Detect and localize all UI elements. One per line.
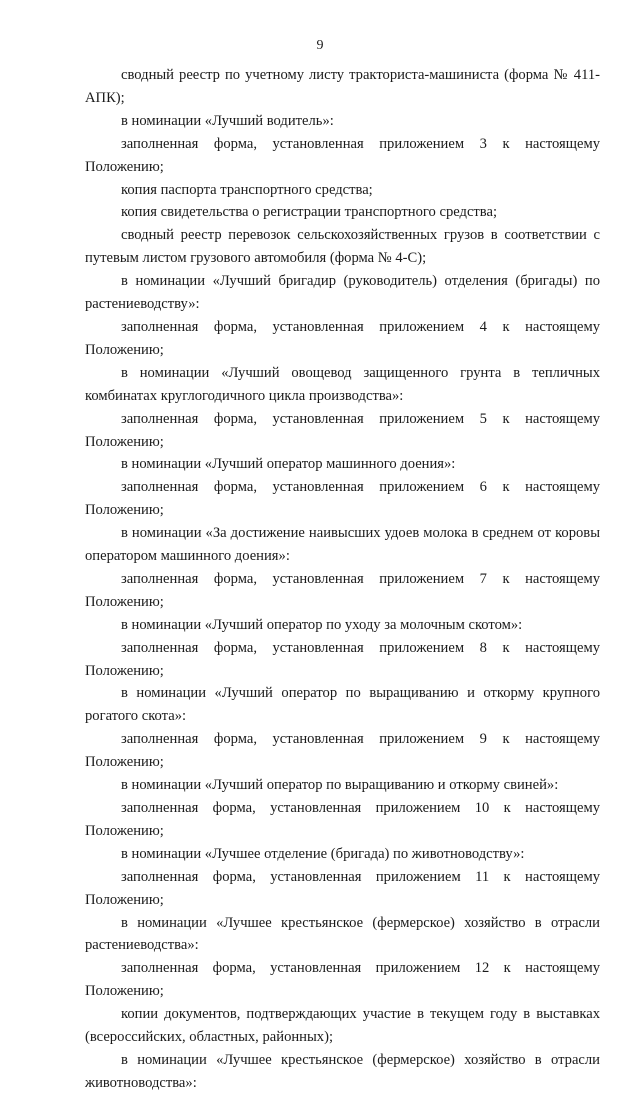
- paragraph: в номинации «Лучшее крестьянское (фермерское) хозяйство в отрасли животноводства»:: [85, 1051, 600, 1091]
- paragraph: копии документов, подтверждающих участие в текущем году в выставках (всероссийских, областных, районных);: [85, 1006, 600, 1046]
- paragraph: в номинации «За достижение наивысших удоев молока в среднем от коровы оператором машинного доения»:: [85, 525, 600, 565]
- paragraph: копия свидетельства о регистрации транспортного средства;: [121, 204, 498, 221]
- paragraph: заполненная форма, установленная приложением 6 к настоящему Положению;: [85, 479, 600, 519]
- paragraph: заполненная форма, установленная приложением 7 к настоящему Положению;: [85, 570, 600, 610]
- paragraph: в номинации «Лучший оператор по уходу за молочным скотом»:: [121, 616, 523, 633]
- paragraph: в номинации «Лучший оператор машинного доения»:: [121, 456, 456, 473]
- paragraph: в номинации «Лучшее крестьянское (фермерское) хозяйство в отрасли растениеводства»:: [85, 914, 600, 954]
- paragraph: заполненная форма, установленная приложением 10 к настоящему Положению;: [85, 800, 600, 839]
- paragraph: заполненная форма, установленная приложением 9 к настоящему Положению;: [85, 731, 600, 771]
- paragraph: копия паспорта транспортного средства;: [121, 181, 373, 198]
- page-number: 9: [316, 38, 324, 53]
- paragraph: заполненная форма, установленная приложением 4 к настоящему Положению;: [85, 318, 600, 358]
- paragraph: заполненная форма, установленная приложением 8 к настоящему Положению;: [85, 639, 600, 679]
- paragraph: в номинации «Лучший водитель»:: [121, 112, 334, 129]
- paragraph: в номинации «Лучший оператор по выращиванию и откорму свиней»:: [121, 777, 559, 794]
- paragraph: заполненная форма, установленная приложением 12 к настоящему Положению;: [85, 960, 600, 1000]
- paragraph: сводный реестр по учетному листу тракториста-машиниста (форма № 411-АПК);: [85, 67, 600, 106]
- paragraph: заполненная форма, установленная приложением 3 к настоящему Положению;: [85, 135, 600, 175]
- paragraph: в номинации «Лучший оператор по выращиванию и откорму крупного рогатого скота»:: [85, 685, 600, 725]
- paragraph: заполненная форма, установленная приложением 11 к настоящему Положению;: [85, 868, 600, 908]
- paragraph: заполненная форма, установленная приложением 5 к настоящему Положению;: [85, 410, 600, 450]
- paragraph: в номинации «Лучший овощевод защищенного грунта в тепличных комбинатах круглогодичного цикла производства»:: [85, 364, 600, 404]
- paragraph: сводный реестр перевозок сельскохозяйственных грузов в соответствии с путевым листом грузового автомобиля (форма № 4-С);: [85, 227, 600, 267]
- paragraph: в номинации «Лучшее отделение (бригада) по животноводству»:: [121, 845, 525, 862]
- document-body: [85, 64, 600, 1095]
- paragraph: в номинации «Лучший бригадир (руководитель) отделения (бригады) по растениеводству»:: [85, 273, 600, 313]
